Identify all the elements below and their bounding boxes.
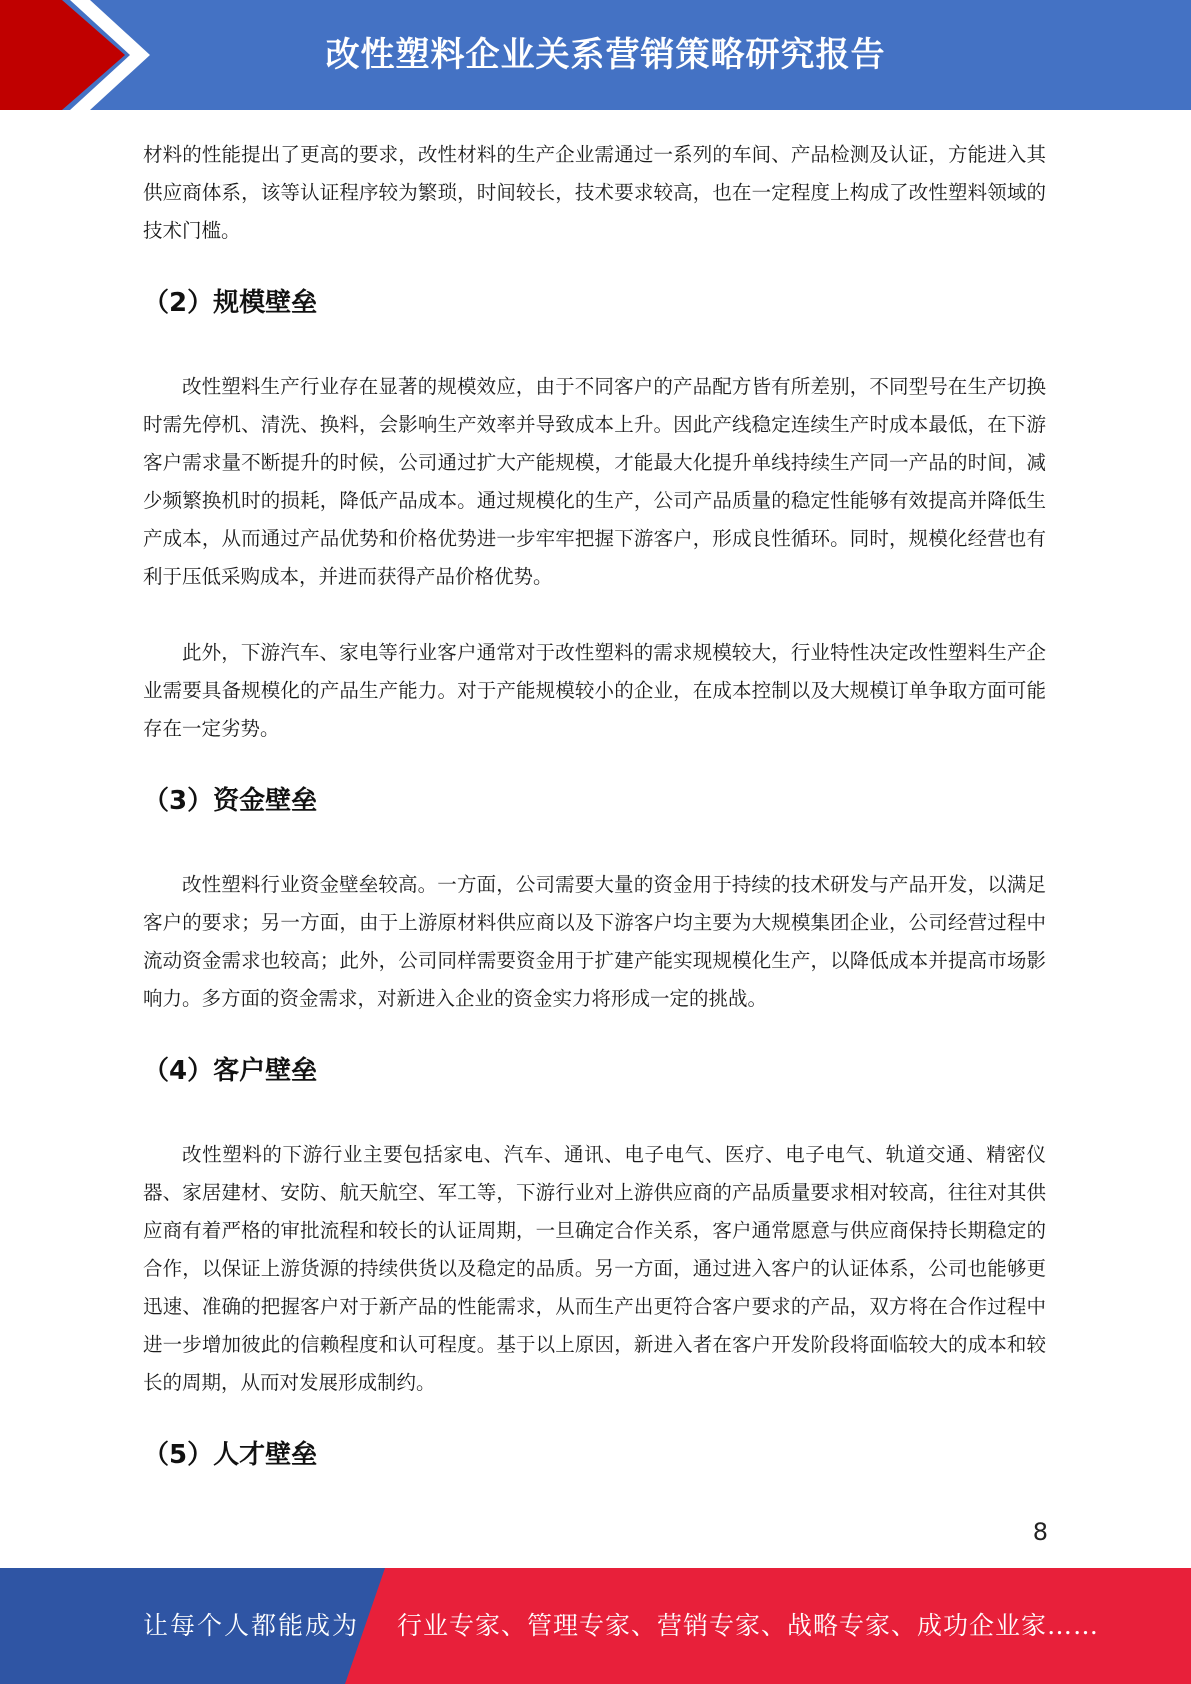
- document-title: 改性塑料企业关系营销策略研究报告: [325, 35, 886, 75]
- section-heading-capital-barrier: （3）资金壁垒: [143, 786, 318, 816]
- section-heading-scale-barrier: （2）规模壁垒: [143, 288, 318, 318]
- paragraph: 改性塑料生产行业存在显著的规模效应，由于不同客户的产品配方皆有所差别，不同型号在生产切换时需先停机、清洗、换料，会影响生产效率并导致成本上升。因此产线稳定连续生产时成本最低，在下游客户需求量不断提升的时候，公司通过扩大产能规模，才能最大化提升单线持续生产同一产品的时间，减少频繁换机时的损耗，降低产品成本。通过规模化的生产，公司产品质量的稳定性能够有效提高并降低生产成本，从而通过产品优势和价格优势进一步牢牢把握下游客户，形成良性循环。同时，规模化经营也有利于压低采购成本，并进而获得产品价格优势。: [143, 375, 1046, 588]
- paragraph: 改性塑料的下游行业主要包括家电、汽车、通讯、电子电气、医疗、电子电气、轨道交通、精密仪器、家居建材、安防、航天航空、军工等，下游行业对上游供应商的产品质量要求相对较高，往往对其供应商有着严格的审批流程和较长的认证周期，一旦确定合作关系，客户通常愿意与供应商保持长期稳定的合作，以保证上游货源的持续供货以及稳定的品质。另一方面，通过进入客户的认证体系，公司也能够更迅速、准确的把握客户对于新产品的性能需求，从而生产出更符合客户要求的产品，双方将在合作过程中进一步增加彼此的信赖程度和认可程度。基于以上原因，新进入者在客户开发阶段将面临较大的成本和较长的周期，从而对发展形成制约。: [143, 1143, 1046, 1394]
- paragraph: 此外，下游汽车、家电等行业客户通常对于改性塑料的需求规模较大，行业特性决定改性塑料生产企业需要具备规模化的产品生产能力。对于产能规模较小的企业，在成本控制以及大规模订单争取方面可能存在一定劣势。: [143, 641, 1046, 740]
- page-number: 8: [1032, 1518, 1048, 1546]
- page-content: [143, 136, 1046, 1475]
- paragraph: 材料的性能提出了更高的要求，改性材料的生产企业需通过一系列的车间、产品检测及认证，方能进入其供应商体系，该等认证程序较为繁琐，时间较长，技术要求较高，也在一定程度上构成了改性塑料领域的技术门槛。: [143, 143, 1046, 242]
- footer-slogan-left: 让每个人都能成为: [143, 1611, 360, 1640]
- section-heading-customer-barrier: （4）客户壁垒: [143, 1056, 318, 1086]
- page-header: [0, 0, 1191, 110]
- footer-slogan-right: 行业专家、管理专家、营销专家、战略专家、成功企业家……: [397, 1611, 1100, 1640]
- section-heading-talent-barrier: （5）人才壁垒: [143, 1440, 318, 1470]
- page-footer: [0, 1568, 1191, 1684]
- paragraph: 改性塑料行业资金壁垒较高。一方面，公司需要大量的资金用于持续的技术研发与产品开发，以满足客户的要求；另一方面，由于上游原材料供应商以及下游客户均主要为大规模集团企业，公司经营过程中流动资金需求也较高；此外，公司同样需要资金用于扩建产能实现规模化生产，以降低成本并提高市场影响力。多方面的资金需求，对新进入企业的资金实力将形成一定的挑战。: [143, 873, 1046, 1010]
